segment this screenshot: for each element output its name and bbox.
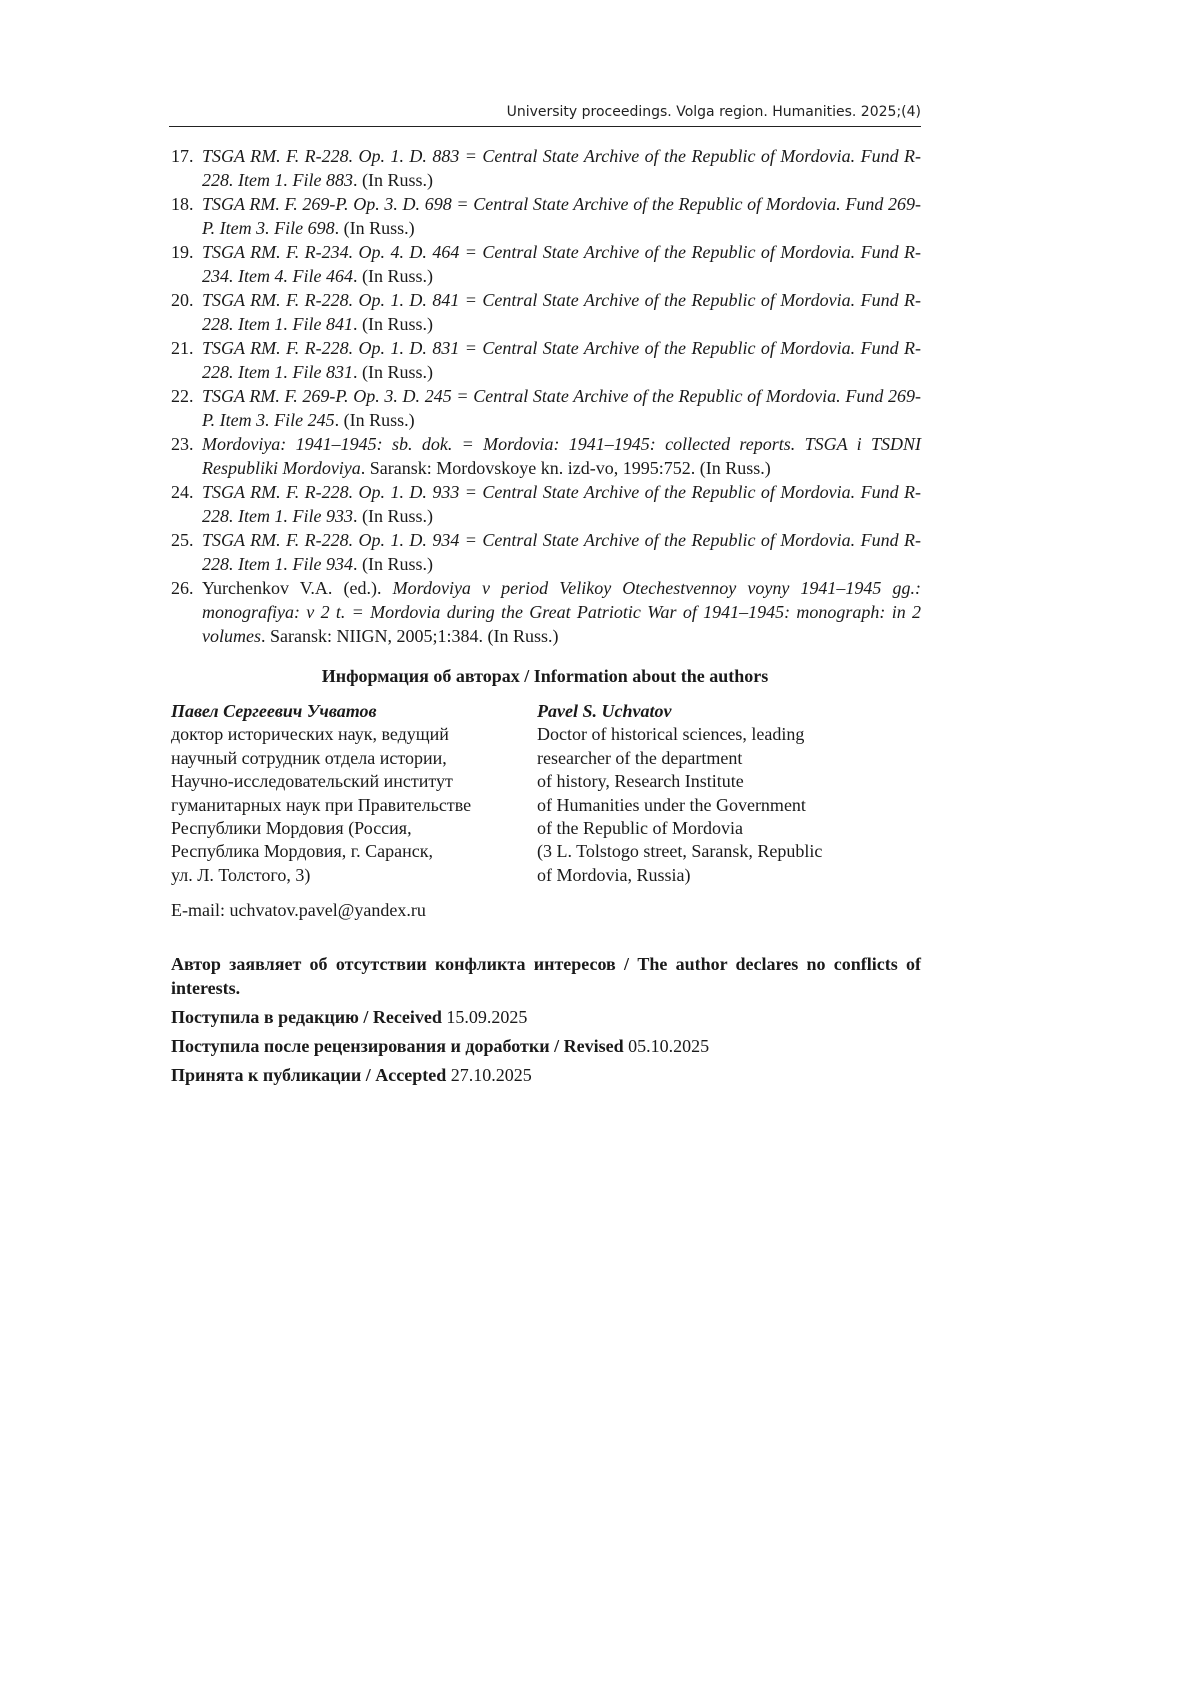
received-line bbox=[171, 1005, 921, 1029]
reference-number: 23. bbox=[171, 434, 194, 454]
author-affiliation-line: доктор исторических наук, ведущий bbox=[171, 724, 449, 745]
conflict-text: Автор заявляет об отсутствии конфликта интересов / The author declares no conflicts of interests. bbox=[171, 954, 921, 998]
reference-item bbox=[169, 192, 921, 240]
reference-italic: TSGA RM. F. 269-P. Op. 3. D. 698 = Central State Archive of the Republic of Mordovia. Fund 269-P. Item 3. File 698 bbox=[202, 194, 921, 238]
reference-number: 21. bbox=[171, 338, 194, 358]
revised-line bbox=[171, 1034, 921, 1058]
reference-item bbox=[169, 480, 921, 528]
reference-item bbox=[169, 288, 921, 336]
reference-italic: TSGA RM. F. R-234. Op. 4. D. 464 = Central State Archive of the Republic of Mordovia. Fund R-234. Item 4. File 464 bbox=[202, 242, 921, 286]
author-affiliation-line: (3 L. Tolstogo street, Saransk, Republic bbox=[537, 841, 823, 862]
reference-tail: . (In Russ.) bbox=[334, 218, 415, 238]
reference-item bbox=[169, 144, 921, 192]
author-affiliation-line: of Mordovia, Russia) bbox=[537, 864, 691, 885]
reference-italic: Mordoviya v period Velikoy Otechestvennoy voyny 1941–1945 gg.: monografiya: v 2 t. = Mordovia during the Great Patriotic War of 1941–1945: monograph: in 2 volumes bbox=[202, 578, 922, 646]
reference-list bbox=[169, 144, 921, 648]
reference-tail: . (In Russ.) bbox=[352, 506, 433, 526]
reference-italic: TSGA RM. F. 269-P. Op. 3. D. 245 = Central State Archive of the Republic of Mordovia. Fund 269-P. Item 3. File 245 bbox=[202, 386, 921, 430]
reference-italic: TSGA RM. F. R-228. Op. 1. D. 933 = Central State Archive of the Republic of Mordovia. Fund R-228. Item 1. File 933 bbox=[202, 482, 921, 526]
accepted-label: Принята к публикации / Accepted bbox=[171, 1065, 447, 1085]
reference-italic: Mordoviya: 1941–1945: sb. dok. = Mordovia: 1941–1945: collected reports. TSGA i TSDNI Respubliki Mordoviya bbox=[202, 434, 921, 478]
author-affiliation-line: researcher of the department bbox=[537, 747, 743, 768]
reference-tail: . (In Russ.) bbox=[352, 362, 433, 382]
author-affiliation-line: ул. Л. Толстого, 3) bbox=[171, 864, 311, 885]
reference-item bbox=[169, 336, 921, 384]
reference-number: 22. bbox=[171, 386, 194, 406]
reference-italic: TSGA RM. F. R-228. Op. 1. D. 831 = Central State Archive of the Republic of Mordovia. Fund R-228. Item 1. File 831 bbox=[202, 338, 921, 382]
author-info-en bbox=[537, 700, 921, 887]
reference-tail: . (In Russ.) bbox=[352, 314, 433, 334]
reference-number: 18. bbox=[171, 194, 194, 214]
reference-number: 26. bbox=[171, 578, 194, 598]
revised-label: Поступила после рецензирования и доработки / Revised bbox=[171, 1036, 624, 1056]
reference-number: 25. bbox=[171, 530, 194, 550]
author-affiliation-line: of the Republic of Mordovia bbox=[537, 818, 743, 839]
reference-tail: . (In Russ.) bbox=[352, 170, 433, 190]
received-label: Поступила в редакцию / Received bbox=[171, 1007, 442, 1027]
conflict-statement bbox=[171, 952, 921, 1000]
author-affiliation-line: Республики Мордовия (Россия, bbox=[171, 818, 412, 839]
revised-date: 05.10.2025 bbox=[628, 1036, 710, 1056]
author-affiliation-line: of history, Research Institute bbox=[537, 771, 744, 792]
reference-italic: TSGA RM. F. R-228. Op. 1. D. 934 = Central State Archive of the Republic of Mordovia. Fund R-228. Item 1. File 934 bbox=[202, 530, 921, 574]
reference-number: 20. bbox=[171, 290, 194, 310]
accepted-line bbox=[171, 1063, 921, 1087]
reference-tail: . (In Russ.) bbox=[334, 410, 415, 430]
reference-item bbox=[169, 384, 921, 432]
reference-tail: . Saransk: NIIGN, 2005;1:384. (In Russ.) bbox=[260, 626, 559, 646]
reference-item bbox=[169, 528, 921, 576]
reference-number: 24. bbox=[171, 482, 194, 502]
author-affiliation-line: Doctor of historical sciences, leading bbox=[537, 724, 805, 745]
author-affiliation-line: гуманитарных наук при Правительстве bbox=[171, 794, 472, 815]
reference-number: 17. bbox=[171, 146, 194, 166]
reference-tail: . (In Russ.) bbox=[352, 554, 433, 574]
running-header: University proceedings. Volga region. Humanities. 2025;(4) bbox=[506, 104, 921, 120]
author-affiliation-line: Республика Мордовия, г. Саранск, bbox=[171, 841, 433, 862]
reference-tail: . (In Russ.) bbox=[352, 266, 433, 286]
reference-item bbox=[169, 240, 921, 288]
author-email: E-mail: uchvatov.pavel@yandex.ru bbox=[171, 900, 426, 920]
received-date: 15.09.2025 bbox=[446, 1007, 528, 1027]
author-name-en: Pavel S. Uchvatov bbox=[537, 701, 672, 721]
reference-tail: . Saransk: Mordovskoye kn. izd-vo, 1995:752. (In Russ.) bbox=[360, 458, 771, 478]
reference-italic: TSGA RM. F. R-228. Op. 1. D. 883 = Central State Archive of the Republic of Mordovia. Fund R-228. Item 1. File 883 bbox=[202, 146, 921, 190]
author-name-ru: Павел Сергеевич Учватов bbox=[171, 701, 377, 721]
article-meta bbox=[171, 952, 921, 1092]
reference-number: 19. bbox=[171, 242, 194, 262]
author-affiliation-line: of Humanities under the Government bbox=[537, 794, 806, 815]
author-affiliation-line: научный сотрудник отдела истории, bbox=[171, 747, 447, 768]
reference-item bbox=[169, 576, 921, 648]
reference-item bbox=[169, 432, 921, 480]
header-divider bbox=[169, 126, 921, 127]
reference-lead: Yurchenkov V.A. (ed.). bbox=[202, 578, 393, 598]
authors-heading: Информация об авторах / Information about the authors bbox=[321, 666, 769, 686]
author-affiliation-line: Научно-исследовательский институт bbox=[171, 771, 453, 792]
reference-italic: TSGA RM. F. R-228. Op. 1. D. 841 = Central State Archive of the Republic of Mordovia. Fund R-228. Item 1. File 841 bbox=[202, 290, 921, 334]
author-info-ru bbox=[171, 700, 531, 887]
accepted-date: 27.10.2025 bbox=[450, 1065, 532, 1085]
